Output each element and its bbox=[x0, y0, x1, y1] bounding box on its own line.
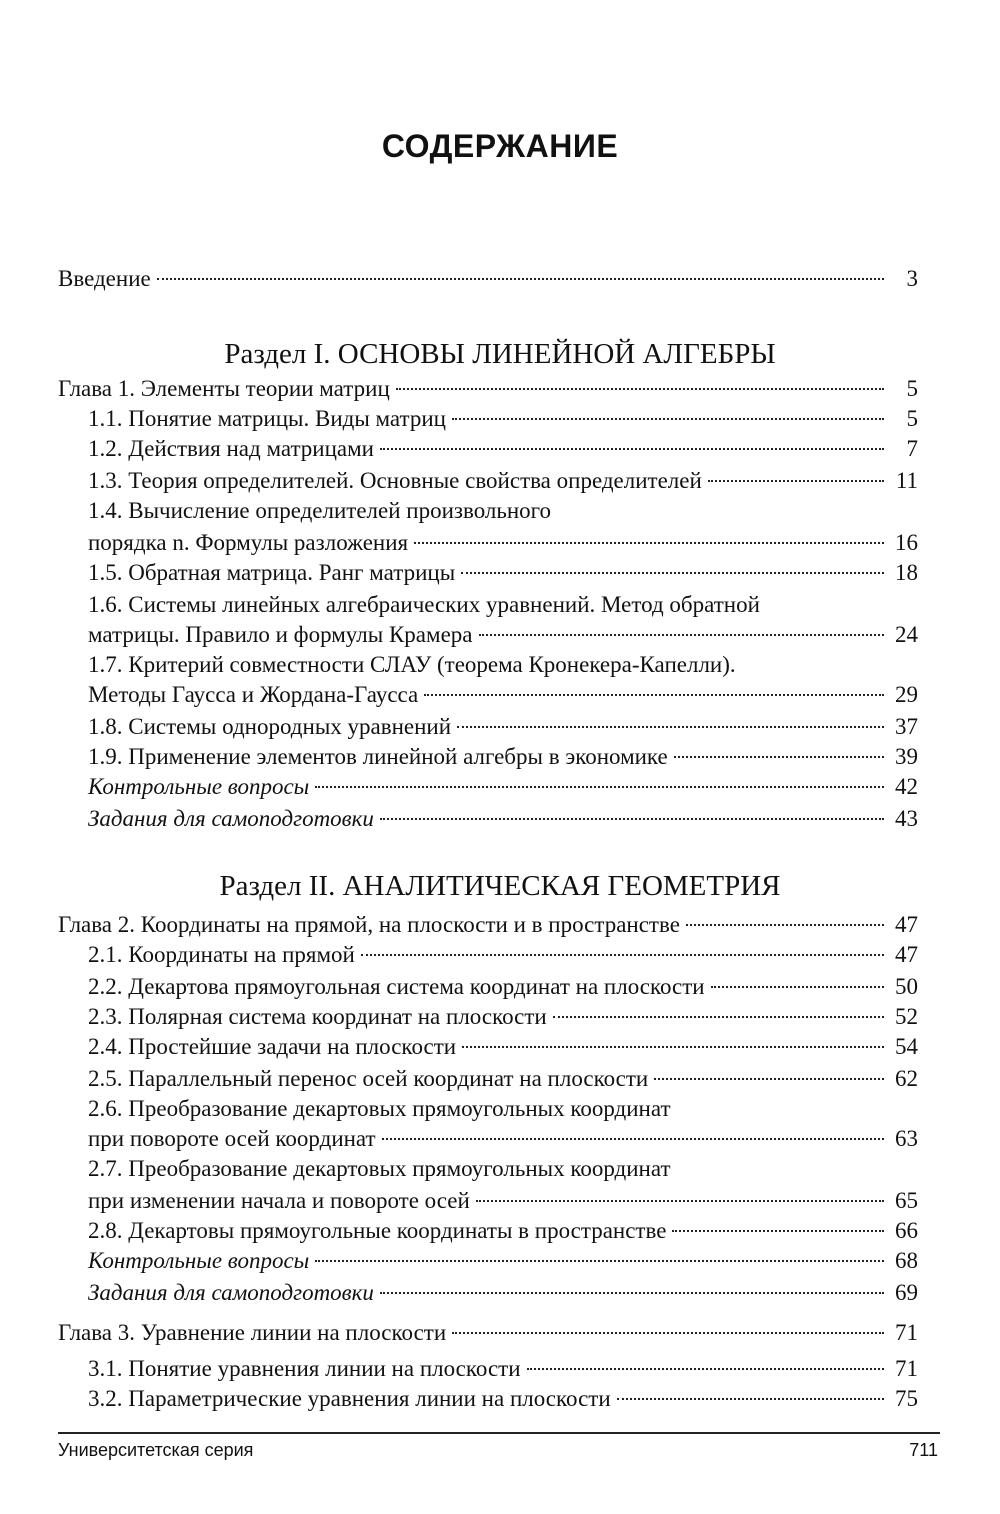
leader-dots bbox=[711, 986, 884, 988]
leader-dots bbox=[157, 278, 884, 280]
toc-entry bbox=[88, 404, 918, 434]
toc-entry-label: 3.1. Понятие уравнения линии на плоскости bbox=[88, 1356, 521, 1381]
leader-dots bbox=[672, 1230, 884, 1232]
toc-entry bbox=[88, 1002, 918, 1032]
leader-dots bbox=[452, 1332, 884, 1334]
leader-dots bbox=[686, 924, 884, 926]
leader-dots bbox=[380, 448, 884, 450]
toc-entry-label: 2.5. Параллельный перенос осей координат на плоскости bbox=[88, 1066, 649, 1091]
leader-dots bbox=[708, 480, 884, 482]
toc-entry-label: 1.9. Применение элементов линейной алгебры в экономике bbox=[88, 744, 668, 769]
toc-entry bbox=[88, 742, 918, 772]
toc-entry bbox=[88, 1124, 918, 1154]
toc-entry-label: 2.4. Простейшие задачи на плоскости bbox=[88, 1034, 457, 1059]
toc-entry bbox=[88, 1384, 918, 1414]
toc-entry bbox=[88, 972, 918, 1002]
toc-entry bbox=[88, 528, 918, 558]
toc-entry-page: 66 bbox=[895, 1218, 918, 1243]
toc-entry-label: 1.3. Теория определителей. Основные свойства определителей bbox=[88, 468, 702, 493]
toc-entry-label: Задания для самоподготовки bbox=[88, 1280, 374, 1305]
toc-entry-page: 62 bbox=[895, 1066, 918, 1091]
toc-entry-self-study bbox=[88, 804, 918, 834]
toc-chapter-1 bbox=[58, 374, 918, 404]
toc-entry-label: Глава 1. Элементы теории матриц bbox=[58, 376, 390, 401]
leader-dots bbox=[654, 1078, 884, 1080]
toc-entry-review-questions bbox=[88, 772, 918, 802]
toc-entry-first-line: 2.7. Преобразование декартовых прямоугольных координат bbox=[88, 1156, 671, 1181]
toc-entry-label: Введение bbox=[58, 266, 151, 291]
toc-entry-label: при повороте осей координат bbox=[88, 1126, 376, 1151]
leader-dots bbox=[553, 1016, 884, 1018]
toc-entry-page: 63 bbox=[895, 1126, 918, 1151]
toc-entry-page: 42 bbox=[895, 774, 918, 799]
footer-page-number: 711 bbox=[909, 1440, 938, 1460]
toc-entry bbox=[88, 1354, 918, 1384]
leader-dots bbox=[617, 1398, 884, 1400]
toc-entry-label: 1.5. Обратная матрица. Ранг матрицы bbox=[88, 560, 456, 585]
toc-entry-label: 2.2. Декартова прямоугольная система координат на плоскости bbox=[88, 974, 705, 999]
toc-entry-page: 5 bbox=[906, 406, 918, 431]
leader-dots bbox=[476, 1200, 884, 1202]
toc-entry-page: 50 bbox=[895, 974, 918, 999]
toc-chapter-2 bbox=[58, 910, 918, 940]
toc-entry-review-questions bbox=[88, 1246, 918, 1276]
toc-entry bbox=[88, 620, 918, 650]
toc-entry-label: 1.1. Понятие матрицы. Виды матриц bbox=[88, 406, 446, 431]
toc-entry bbox=[88, 434, 918, 464]
toc-chapter-3 bbox=[58, 1318, 918, 1348]
toc-entry-label: Глава 2. Координаты на прямой, на плоскости и в пространстве bbox=[58, 912, 680, 937]
toc-entry-page: 29 bbox=[895, 682, 918, 707]
toc-entry bbox=[88, 558, 918, 588]
leader-dots bbox=[461, 572, 884, 574]
leader-dots bbox=[382, 1138, 884, 1140]
toc-entry-label: 1.2. Действия над матрицами bbox=[88, 436, 374, 461]
footer-series: Университетская серия bbox=[58, 1440, 254, 1460]
leader-dots bbox=[462, 1046, 884, 1048]
leader-dots bbox=[315, 1260, 884, 1262]
toc-entry-page: 5 bbox=[906, 376, 918, 401]
leader-dots bbox=[315, 786, 884, 788]
toc-entry-page: 18 bbox=[895, 560, 918, 585]
toc-entry-first-line: 1.4. Вычисление определителей произвольного bbox=[88, 498, 552, 523]
leader-dots bbox=[452, 418, 884, 420]
toc-entry-label: матрицы. Правило и формулы Крамера bbox=[88, 622, 473, 647]
toc-entry-intro bbox=[58, 264, 918, 294]
toc-entry-page: 54 bbox=[895, 1034, 918, 1059]
toc-entry-label: при изменении начала и повороте осей bbox=[88, 1188, 470, 1213]
leader-dots bbox=[414, 542, 884, 544]
toc-entry-label: 2.8. Декартовы прямоугольные координаты в пространстве bbox=[88, 1218, 667, 1243]
leader-dots bbox=[479, 634, 885, 636]
toc-entry-page: 71 bbox=[895, 1320, 918, 1345]
toc-entry-page: 43 bbox=[895, 806, 918, 831]
toc-entry-page: 24 bbox=[895, 622, 918, 647]
toc-entry bbox=[88, 1186, 918, 1216]
footer-rule bbox=[58, 1432, 940, 1434]
toc-entry-page: 69 bbox=[895, 1280, 918, 1305]
toc-entry-page: 47 bbox=[895, 942, 918, 967]
toc-entry-first-line: 1.7. Критерий совместности СЛАУ (теорема Кронекера-Капелли). bbox=[88, 652, 736, 677]
leader-dots bbox=[380, 818, 884, 820]
toc-entry-page: 68 bbox=[895, 1248, 918, 1273]
toc-entry-label: Контрольные вопросы bbox=[88, 774, 310, 799]
leader-dots bbox=[396, 388, 884, 390]
leader-dots bbox=[424, 694, 884, 696]
toc-entry bbox=[88, 1064, 918, 1094]
toc-entry-label: 1.8. Системы однородных уравнений bbox=[88, 714, 452, 739]
leader-dots bbox=[457, 726, 884, 728]
toc-entry bbox=[88, 712, 918, 742]
toc-entry bbox=[88, 466, 918, 496]
toc-entry-page: 11 bbox=[895, 468, 918, 493]
toc-entry-page: 65 bbox=[895, 1188, 918, 1213]
section-heading-1: Раздел I. ОСНОВЫ ЛИНЕЙНОЙ АЛГЕБРЫ bbox=[224, 338, 776, 370]
section-heading-2: Раздел II. АНАЛИТИЧЕСКАЯ ГЕОМЕТРИЯ bbox=[219, 870, 781, 902]
toc-entry-label: 2.3. Полярная система координат на плоскости bbox=[88, 1004, 547, 1029]
toc-entry-label: 3.2. Параметрические уравнения линии на плоскости bbox=[88, 1386, 611, 1411]
toc-entry-page: 71 bbox=[895, 1356, 918, 1381]
toc-entry bbox=[88, 940, 918, 970]
toc-entry-self-study bbox=[88, 1278, 918, 1308]
toc-entry-page: 37 bbox=[895, 714, 918, 739]
toc-entry-label: порядка n. Формулы разложения bbox=[88, 530, 409, 555]
toc-entry-page: 3 bbox=[906, 266, 918, 291]
toc-entry-page: 7 bbox=[906, 436, 918, 461]
toc-entry-label: Задания для самоподготовки bbox=[88, 806, 374, 831]
toc-entry-first-line: 2.6. Преобразование декартовых прямоугольных координат bbox=[88, 1096, 671, 1121]
leader-dots bbox=[380, 1292, 884, 1294]
toc-entry-page: 75 bbox=[895, 1386, 918, 1411]
toc-entry-label: Контрольные вопросы bbox=[88, 1248, 310, 1273]
toc-entry-label: Глава 3. Уравнение линии на плоскости bbox=[58, 1320, 447, 1345]
toc-entry-page: 16 bbox=[895, 530, 918, 555]
toc-entry-page: 39 bbox=[895, 744, 918, 769]
leader-dots bbox=[674, 756, 884, 758]
toc-entry-label: Методы Гаусса и Жордана-Гаусса bbox=[88, 682, 419, 707]
leader-dots bbox=[361, 954, 884, 956]
toc-entry-first-line: 1.6. Системы линейных алгебраических уравнений. Метод обратной bbox=[88, 592, 760, 617]
toc-entry bbox=[88, 1032, 918, 1062]
toc-entry-label: 2.1. Координаты на прямой bbox=[88, 942, 355, 967]
leader-dots bbox=[527, 1368, 884, 1370]
toc-entry-page: 47 bbox=[895, 912, 918, 937]
page-title: СОДЕРЖАНИЕ bbox=[381, 128, 619, 164]
toc-entry-page: 52 bbox=[895, 1004, 918, 1029]
toc-entry bbox=[88, 1216, 918, 1246]
toc-entry bbox=[88, 680, 918, 710]
